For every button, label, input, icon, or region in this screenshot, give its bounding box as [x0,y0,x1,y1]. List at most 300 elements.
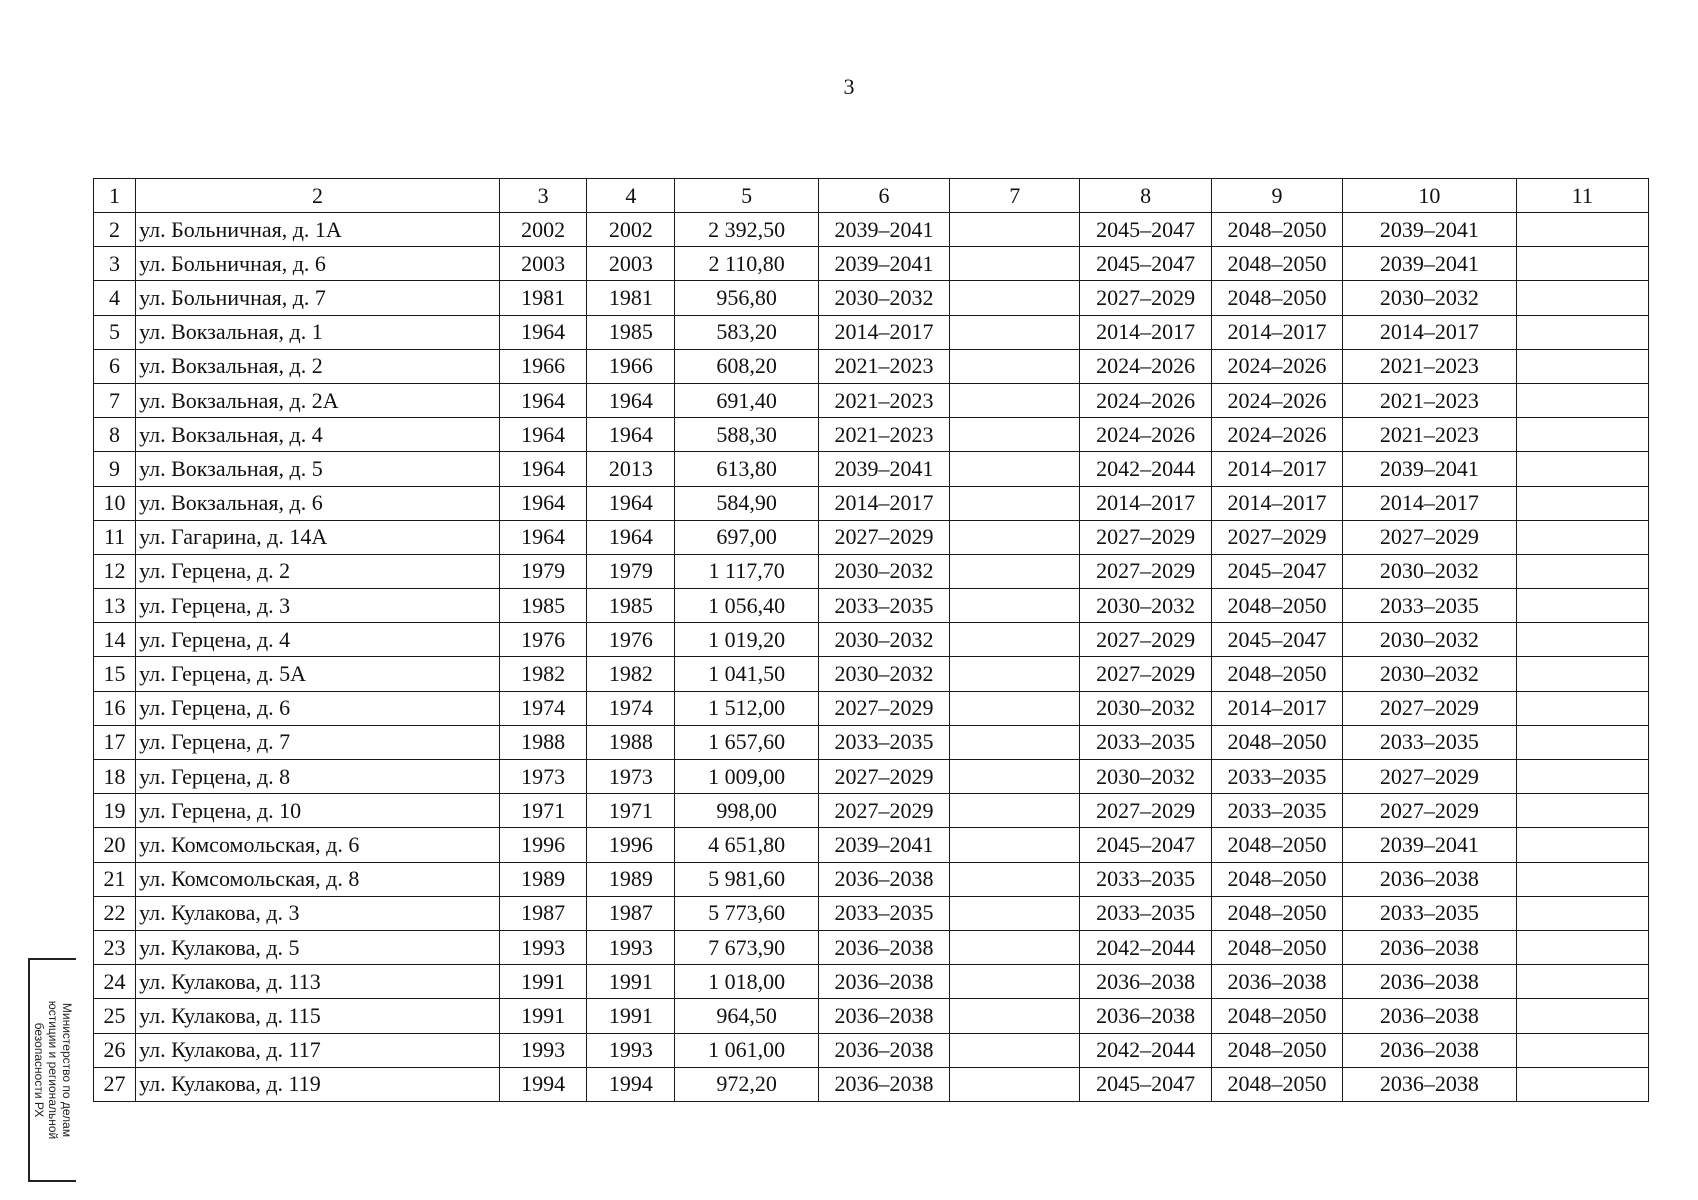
table-cell [950,349,1080,383]
table-cell: 2048–2050 [1211,281,1342,315]
table-cell: 2036–2038 [818,1067,949,1101]
table-cell: 2039–2041 [1343,452,1516,486]
stamp-line: Министерство по делам [60,1002,74,1138]
row-number-cell: 7 [94,383,136,417]
table-cell: 2014–2017 [1080,486,1211,520]
address-cell: ул. Вокзальная, д. 4 [136,418,500,452]
table-cell [950,1033,1080,1067]
table-cell: 2014–2017 [1211,315,1342,349]
table-cell: 1973 [587,760,675,794]
table-cell: 2033–2035 [1343,896,1516,930]
table-cell: 1 061,00 [675,1033,818,1067]
table-cell [950,691,1080,725]
row-number-cell: 2 [94,213,136,247]
table-cell: 2036–2038 [1343,999,1516,1033]
address-cell: ул. Больничная, д. 7 [136,281,500,315]
page-number: 3 [843,74,855,99]
table-cell: 2024–2026 [1211,383,1342,417]
table-row [94,486,1649,520]
table-cell: 2030–2032 [818,554,949,588]
table-cell: 2033–2035 [1211,794,1342,828]
row-number-cell: 26 [94,1033,136,1067]
table-cell: 2027–2029 [1343,520,1516,554]
table-cell: 1996 [500,828,587,862]
table-row [94,213,1649,247]
table-row [94,862,1649,896]
table-cell [1516,760,1648,794]
table-cell: 583,20 [675,315,818,349]
address-cell: ул. Герцена, д. 2 [136,554,500,588]
table-cell: 2027–2029 [1343,691,1516,725]
table-cell: 2002 [500,213,587,247]
table-cell: 2039–2041 [818,828,949,862]
table-cell: 2014–2017 [1080,315,1211,349]
table-cell: 2048–2050 [1211,896,1342,930]
column-number-header: 6 [818,179,949,213]
table-cell: 1979 [587,554,675,588]
row-number-cell: 25 [94,999,136,1033]
table-cell: 1985 [587,315,675,349]
table-cell: 2030–2032 [1080,589,1211,623]
address-cell: ул. Герцена, д. 4 [136,623,500,657]
table-cell: 2014–2017 [1211,486,1342,520]
row-number-cell: 23 [94,930,136,964]
table-cell: 1971 [500,794,587,828]
table-cell: 1988 [500,725,587,759]
table-cell: 588,30 [675,418,818,452]
row-number-cell: 17 [94,725,136,759]
table-cell [950,965,1080,999]
table-cell: 1 056,40 [675,589,818,623]
address-cell: ул. Вокзальная, д. 1 [136,315,500,349]
table-cell: 2033–2035 [1211,760,1342,794]
address-cell: ул. Больничная, д. 1А [136,213,500,247]
table-cell: 2021–2023 [1343,349,1516,383]
table-cell [1516,418,1648,452]
table-cell: 2027–2029 [1080,520,1211,554]
table-cell: 2042–2044 [1080,452,1211,486]
table-cell: 2045–2047 [1080,1067,1211,1101]
table-cell: 998,00 [675,794,818,828]
table-cell: 5 981,60 [675,862,818,896]
table-cell [1516,930,1648,964]
table-cell: 1981 [587,281,675,315]
table-cell [1516,999,1648,1033]
table-row [94,999,1649,1033]
table-cell [950,520,1080,554]
table-cell: 2048–2050 [1211,862,1342,896]
table-cell: 2027–2029 [818,520,949,554]
table-cell [950,554,1080,588]
table-cell: 1964 [500,383,587,417]
table-cell: 2013 [587,452,675,486]
table-cell: 1991 [587,965,675,999]
table-header-row [94,179,1649,213]
address-cell: ул. Герцена, д. 8 [136,760,500,794]
table-cell: 2048–2050 [1211,930,1342,964]
table-cell: 2048–2050 [1211,213,1342,247]
row-number-cell: 19 [94,794,136,828]
address-cell: ул. Кулакова, д. 5 [136,930,500,964]
table-cell: 2045–2047 [1211,554,1342,588]
table-cell: 1993 [500,930,587,964]
column-number-header: 11 [1516,179,1648,213]
table-cell: 1988 [587,725,675,759]
table-cell: 2033–2035 [1080,725,1211,759]
table-cell [950,930,1080,964]
table-cell: 2027–2029 [1080,623,1211,657]
table-cell: 2030–2032 [818,657,949,691]
table-cell [1516,213,1648,247]
table-cell: 1989 [587,862,675,896]
address-cell: ул. Герцена, д. 7 [136,725,500,759]
table-row [94,1033,1649,1067]
table-cell: 2014–2017 [1211,691,1342,725]
table-cell: 2021–2023 [818,418,949,452]
table-cell: 2036–2038 [818,862,949,896]
table-cell: 2039–2041 [1343,213,1516,247]
table-cell: 2039–2041 [818,247,949,281]
table-cell [950,760,1080,794]
table-row [94,418,1649,452]
column-number-header: 2 [136,179,500,213]
table-cell: 2027–2029 [1080,554,1211,588]
table-cell: 2030–2032 [1343,657,1516,691]
row-number-cell: 21 [94,862,136,896]
table-cell: 2036–2038 [818,930,949,964]
table-cell: 1991 [500,999,587,1033]
table-cell: 2024–2026 [1080,383,1211,417]
row-number-cell: 10 [94,486,136,520]
table-cell: 2036–2038 [1343,862,1516,896]
table-cell: 608,20 [675,349,818,383]
table-cell [1516,896,1648,930]
table-cell: 2033–2035 [1080,896,1211,930]
table-row [94,623,1649,657]
stamp-line: безопасности РХ [32,1022,46,1118]
table-cell: 1982 [587,657,675,691]
table-cell: 1964 [500,418,587,452]
table-cell: 2042–2044 [1080,930,1211,964]
column-number-header: 8 [1080,179,1211,213]
table-cell: 4 651,80 [675,828,818,862]
table-cell: 2048–2050 [1211,828,1342,862]
row-number-cell: 20 [94,828,136,862]
stamp-text [32,965,74,1175]
table-row [94,349,1649,383]
table-cell [1516,862,1648,896]
table-cell: 2030–2032 [818,281,949,315]
table-cell: 2048–2050 [1211,589,1342,623]
row-number-cell: 18 [94,760,136,794]
table-cell: 1982 [500,657,587,691]
address-cell: ул. Кулакова, д. 3 [136,896,500,930]
table-cell: 1996 [587,828,675,862]
table-cell: 2036–2038 [1080,999,1211,1033]
column-number-header: 5 [675,179,818,213]
table-cell: 2021–2023 [818,349,949,383]
table-cell: 2027–2029 [1343,794,1516,828]
table-cell: 1991 [500,965,587,999]
table-cell: 1994 [500,1067,587,1101]
table-cell [950,725,1080,759]
address-cell: ул. Вокзальная, д. 5 [136,452,500,486]
address-cell: ул. Герцена, д. 5А [136,657,500,691]
table-cell [1516,623,1648,657]
table-cell: 2002 [587,213,675,247]
table-cell: 1964 [500,315,587,349]
table-cell: 1976 [587,623,675,657]
address-cell: ул. Кулакова, д. 113 [136,965,500,999]
table-cell: 2024–2026 [1080,418,1211,452]
table-cell: 2033–2035 [818,725,949,759]
table-cell: 1966 [587,349,675,383]
table-cell: 2027–2029 [1343,760,1516,794]
table-cell [950,213,1080,247]
address-cell: ул. Вокзальная, д. 6 [136,486,500,520]
table-cell: 1973 [500,760,587,794]
table-cell: 5 773,60 [675,896,818,930]
address-cell: ул. Герцена, д. 3 [136,589,500,623]
table-cell [950,281,1080,315]
table-cell [950,999,1080,1033]
table-cell: 1993 [587,930,675,964]
row-number-cell: 24 [94,965,136,999]
table-cell: 2039–2041 [818,452,949,486]
address-cell: ул. Больничная, д. 6 [136,247,500,281]
table-cell: 2014–2017 [1211,452,1342,486]
address-cell: ул. Кулакова, д. 117 [136,1033,500,1067]
table-cell: 2036–2038 [1343,930,1516,964]
table-cell: 2027–2029 [818,691,949,725]
column-number-header: 9 [1211,179,1342,213]
column-number-header: 3 [500,179,587,213]
table-cell [1516,383,1648,417]
table-cell: 2048–2050 [1211,999,1342,1033]
table-cell: 2024–2026 [1211,349,1342,383]
table-row [94,691,1649,725]
column-number-header: 7 [950,179,1080,213]
table-cell: 1991 [587,999,675,1033]
table-cell: 2030–2032 [1343,554,1516,588]
table-cell [1516,520,1648,554]
table-cell [950,383,1080,417]
table-cell [950,418,1080,452]
table-cell: 2030–2032 [1080,760,1211,794]
table-cell [950,247,1080,281]
table-cell: 2048–2050 [1211,725,1342,759]
table-cell [950,896,1080,930]
address-cell: ул. Герцена, д. 10 [136,794,500,828]
row-number-cell: 16 [94,691,136,725]
table-cell: 2014–2017 [818,315,949,349]
table-cell [1516,281,1648,315]
row-number-cell: 12 [94,554,136,588]
table-cell: 2036–2038 [1343,1033,1516,1067]
table-cell: 1981 [500,281,587,315]
table-cell: 2036–2038 [1211,965,1342,999]
address-cell: ул. Герцена, д. 6 [136,691,500,725]
table-cell: 2045–2047 [1080,247,1211,281]
table-row [94,930,1649,964]
table-cell: 1964 [587,418,675,452]
table-row [94,896,1649,930]
row-number-cell: 5 [94,315,136,349]
table-cell [1516,794,1648,828]
table-cell: 2021–2023 [1343,383,1516,417]
table-cell: 1964 [500,452,587,486]
address-cell: ул. Кулакова, д. 119 [136,1067,500,1101]
row-number-cell: 14 [94,623,136,657]
table-cell: 1 041,50 [675,657,818,691]
table-cell: 2027–2029 [1080,281,1211,315]
table-cell: 2036–2038 [1343,965,1516,999]
table-cell [1516,349,1648,383]
table-cell: 2045–2047 [1211,623,1342,657]
table-cell: 1987 [587,896,675,930]
table-cell: 2014–2017 [1343,315,1516,349]
row-number-cell: 11 [94,520,136,554]
table-cell: 2045–2047 [1080,213,1211,247]
table-cell [1516,965,1648,999]
table-cell: 2014–2017 [1343,486,1516,520]
table-cell [1516,1067,1648,1101]
table-cell: 1964 [500,486,587,520]
table-cell [1516,554,1648,588]
table-cell [1516,691,1648,725]
table-cell: 1979 [500,554,587,588]
table-cell: 2024–2026 [1211,418,1342,452]
table-cell: 1985 [500,589,587,623]
table-cell: 2039–2041 [1343,247,1516,281]
table-row [94,247,1649,281]
table-cell: 2024–2026 [1080,349,1211,383]
table-cell: 691,40 [675,383,818,417]
table-cell: 1974 [500,691,587,725]
table-cell: 613,80 [675,452,818,486]
address-cell: ул. Комсомольская, д. 8 [136,862,500,896]
table-cell [950,623,1080,657]
table-cell [950,828,1080,862]
table-row [94,725,1649,759]
table-cell [1516,247,1648,281]
table-cell: 2021–2023 [1343,418,1516,452]
row-number-cell: 8 [94,418,136,452]
row-number-cell: 13 [94,589,136,623]
table-cell: 1985 [587,589,675,623]
table-cell [1516,315,1648,349]
table-cell [1516,725,1648,759]
table-cell [1516,452,1648,486]
table-cell: 7 673,90 [675,930,818,964]
ministry-stamp [28,958,76,1182]
table-cell: 2 110,80 [675,247,818,281]
table-cell: 1964 [587,520,675,554]
table-cell [950,657,1080,691]
table-cell: 2036–2038 [818,965,949,999]
table-cell: 964,50 [675,999,818,1033]
table-cell: 956,80 [675,281,818,315]
table-cell: 2 392,50 [675,213,818,247]
table-cell [950,862,1080,896]
table-cell: 1974 [587,691,675,725]
table-cell: 2033–2035 [1343,589,1516,623]
table-cell: 1 019,20 [675,623,818,657]
table-cell [950,1067,1080,1101]
table-cell [950,315,1080,349]
table-cell: 1 018,00 [675,965,818,999]
table-cell: 2027–2029 [818,760,949,794]
table-row [94,383,1649,417]
table-cell: 2027–2029 [1080,657,1211,691]
table-cell: 2021–2023 [818,383,949,417]
address-cell: ул. Гагарина, д. 14А [136,520,500,554]
table-cell [1516,589,1648,623]
table-cell: 1994 [587,1067,675,1101]
row-number-cell: 4 [94,281,136,315]
table-cell [950,794,1080,828]
table-cell: 2042–2044 [1080,1033,1211,1067]
table-cell: 2045–2047 [1080,828,1211,862]
address-cell: ул. Комсомольская, д. 6 [136,828,500,862]
table-row [94,281,1649,315]
table-cell: 1987 [500,896,587,930]
table-cell [950,452,1080,486]
table-cell: 2036–2038 [1343,1067,1516,1101]
table-cell: 1966 [500,349,587,383]
table-cell [1516,1033,1648,1067]
address-cell: ул. Кулакова, д. 115 [136,999,500,1033]
table-cell [1516,828,1648,862]
table-row [94,520,1649,554]
table-cell: 1993 [500,1033,587,1067]
table-cell: 2048–2050 [1211,1033,1342,1067]
table-row [94,657,1649,691]
table-row [94,589,1649,623]
column-number-header: 4 [587,179,675,213]
table-cell: 2030–2032 [1343,623,1516,657]
table-cell: 2048–2050 [1211,1067,1342,1101]
table-cell: 2048–2050 [1211,657,1342,691]
table-cell: 1964 [587,383,675,417]
table-cell: 2030–2032 [1080,691,1211,725]
table-cell: 2033–2035 [1080,862,1211,896]
table-cell: 2036–2038 [818,1033,949,1067]
table-cell: 2014–2017 [818,486,949,520]
table-row [94,1067,1649,1101]
table-cell: 2003 [500,247,587,281]
table-cell: 1989 [500,862,587,896]
table-cell: 2033–2035 [818,896,949,930]
table-cell: 2048–2050 [1211,247,1342,281]
table-row [94,452,1649,486]
table-cell: 697,00 [675,520,818,554]
table-cell: 2027–2029 [1080,794,1211,828]
repair-schedule-table [93,178,1649,1102]
column-number-header: 1 [94,179,136,213]
address-cell: ул. Вокзальная, д. 2А [136,383,500,417]
row-number-cell: 15 [94,657,136,691]
table-cell: 584,90 [675,486,818,520]
table-cell: 2036–2038 [818,999,949,1033]
table-row [94,760,1649,794]
table-cell: 2027–2029 [1211,520,1342,554]
table-cell: 1964 [587,486,675,520]
row-number-cell: 9 [94,452,136,486]
table-cell: 2036–2038 [1080,965,1211,999]
table-cell [950,589,1080,623]
row-number-cell: 27 [94,1067,136,1101]
